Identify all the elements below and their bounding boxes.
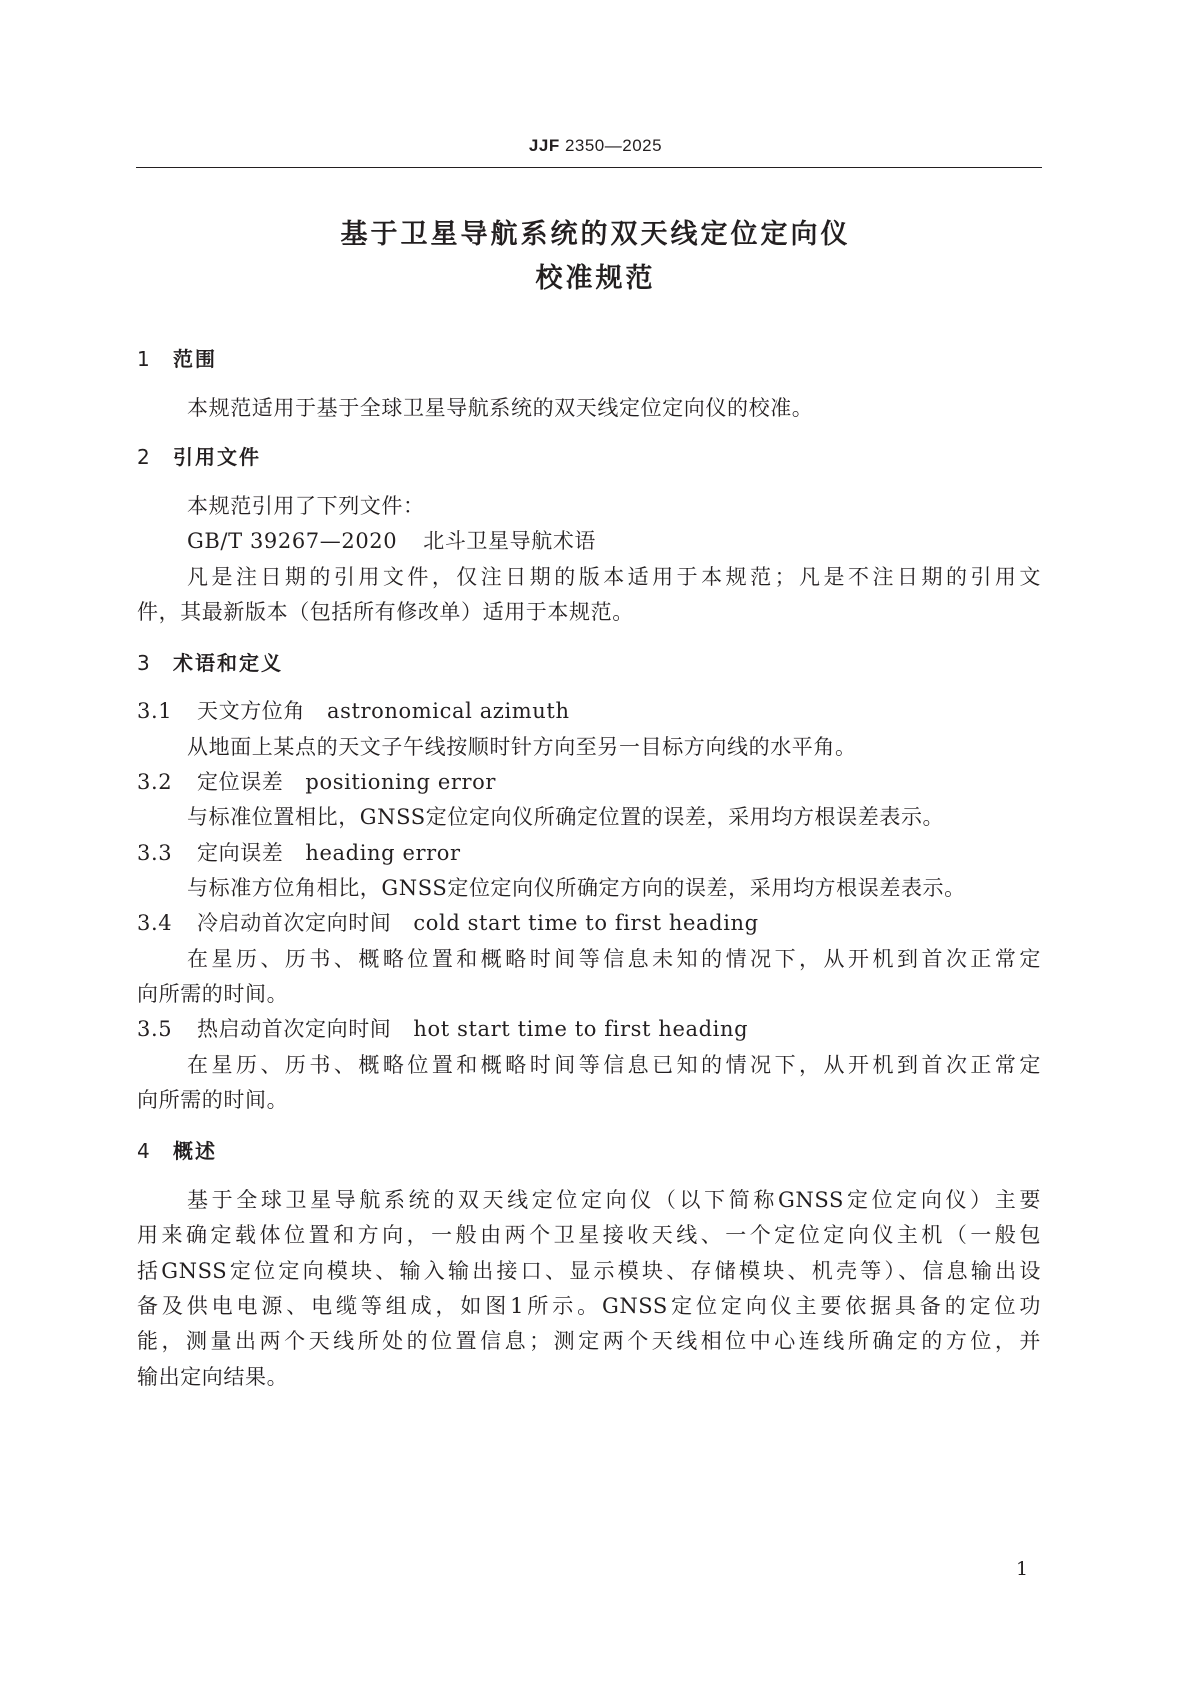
term-chinese: 定向误差 xyxy=(197,841,284,865)
document-title-line2: 校准规范 xyxy=(535,263,656,294)
term-number: 3.4 xyxy=(137,911,173,935)
section-4-line: 能，测量出两个天线所处的位置信息；测定两个天线相位中心连线所确定的方位，并 xyxy=(137,1329,1041,1353)
section-4-line: 括GNSS定位定向模块、输入输出接口、显示模块、存储模块、机壳等）、信息输出设 xyxy=(137,1259,1041,1283)
term-number: 3.5 xyxy=(137,1017,173,1041)
term-english: heading error xyxy=(305,841,461,865)
section-title: 引用文件 xyxy=(173,445,261,469)
standard-code: JJF xyxy=(528,136,560,155)
term-chinese: 天文方位角 xyxy=(197,699,305,723)
section-2-intro: 本规范引用了下列文件： xyxy=(187,494,425,518)
term-number: 3.3 xyxy=(137,841,173,865)
section-4-line: 输出定向结果。 xyxy=(137,1365,289,1389)
term-chinese: 定位误差 xyxy=(197,770,284,794)
section-4-heading xyxy=(137,1135,217,1164)
term-3-4 xyxy=(137,907,759,937)
term-3-5 xyxy=(137,1013,748,1043)
section-4-line: 用来确定载体位置和方向，一般由两个卫星接收天线、一个定位定向仪主机（一般包 xyxy=(137,1223,1041,1247)
term-definition: 与标准方位角相比，GNSS定位定向仪所确定方向的误差，采用均方根误差表示。 xyxy=(187,876,966,900)
section-title: 范围 xyxy=(173,347,217,371)
running-header xyxy=(0,136,1191,156)
term-3-1 xyxy=(137,695,570,725)
term-3-3 xyxy=(137,837,461,867)
term-definition: 与标准位置相比，GNSS定位定向仪所确定位置的误差，采用均方根误差表示。 xyxy=(187,805,945,829)
term-definition: 在星历、历书、概略位置和概略时间等信息已知的情况下，从开机到首次正常定 xyxy=(187,1053,1041,1077)
section-number: 2 xyxy=(137,445,152,469)
section-1-heading xyxy=(137,343,217,372)
term-english: positioning error xyxy=(305,770,497,794)
section-4-line: 基于全球卫星导航系统的双天线定位定向仪（以下简称GNSS定位定向仪）主要 xyxy=(187,1188,1041,1212)
header-rule xyxy=(136,167,1042,168)
reference-entry xyxy=(187,525,596,555)
term-definition: 在星历、历书、概略位置和概略时间等信息未知的情况下，从开机到首次正常定 xyxy=(187,947,1041,971)
reference-code: GB/T 39267—2020 xyxy=(187,529,398,553)
page-number: 1 xyxy=(1016,1558,1029,1580)
term-chinese: 冷启动首次定向时间 xyxy=(197,911,392,935)
section-title: 概述 xyxy=(173,1139,217,1163)
term-definition-continued: 向所需的时间。 xyxy=(137,982,289,1006)
document-title-line1: 基于卫星导航系统的双天线定位定向仪 xyxy=(340,219,851,250)
term-english: hot start time to first heading xyxy=(413,1017,749,1041)
section-4-line: 备及供电电源、电缆等组成，如图1所示。GNSS定位定向仪主要依据具备的定位功 xyxy=(137,1294,1041,1318)
section-number: 1 xyxy=(137,347,152,371)
section-1-text: 本规范适用于基于全球卫星导航系统的双天线定位定向仪的校准。 xyxy=(187,396,814,420)
section-2-paragraph-line1: 凡是注日期的引用文件，仅注日期的版本适用于本规范；凡是不注日期的引用文 xyxy=(187,565,1041,589)
section-2-heading xyxy=(137,441,261,470)
term-english: cold start time to first heading xyxy=(413,911,759,935)
term-definition-continued: 向所需的时间。 xyxy=(137,1088,289,1112)
term-english: astronomical azimuth xyxy=(327,699,570,723)
term-number: 3.2 xyxy=(137,770,173,794)
standard-number: 2350—2025 xyxy=(564,136,663,155)
section-title: 术语和定义 xyxy=(173,651,283,675)
term-number: 3.1 xyxy=(137,699,173,723)
term-definition: 从地面上某点的天文子午线按顺时针方向至另一目标方向线的水平角。 xyxy=(187,735,857,759)
term-3-2 xyxy=(137,766,496,796)
term-chinese: 热启动首次定向时间 xyxy=(197,1017,392,1041)
section-2-paragraph-line2: 件，其最新版本（包括所有修改单）适用于本规范。 xyxy=(137,600,634,624)
section-number: 3 xyxy=(137,651,152,675)
section-number: 4 xyxy=(137,1139,152,1163)
section-3-heading xyxy=(137,647,283,676)
reference-title: 北斗卫星导航术语 xyxy=(423,529,597,553)
